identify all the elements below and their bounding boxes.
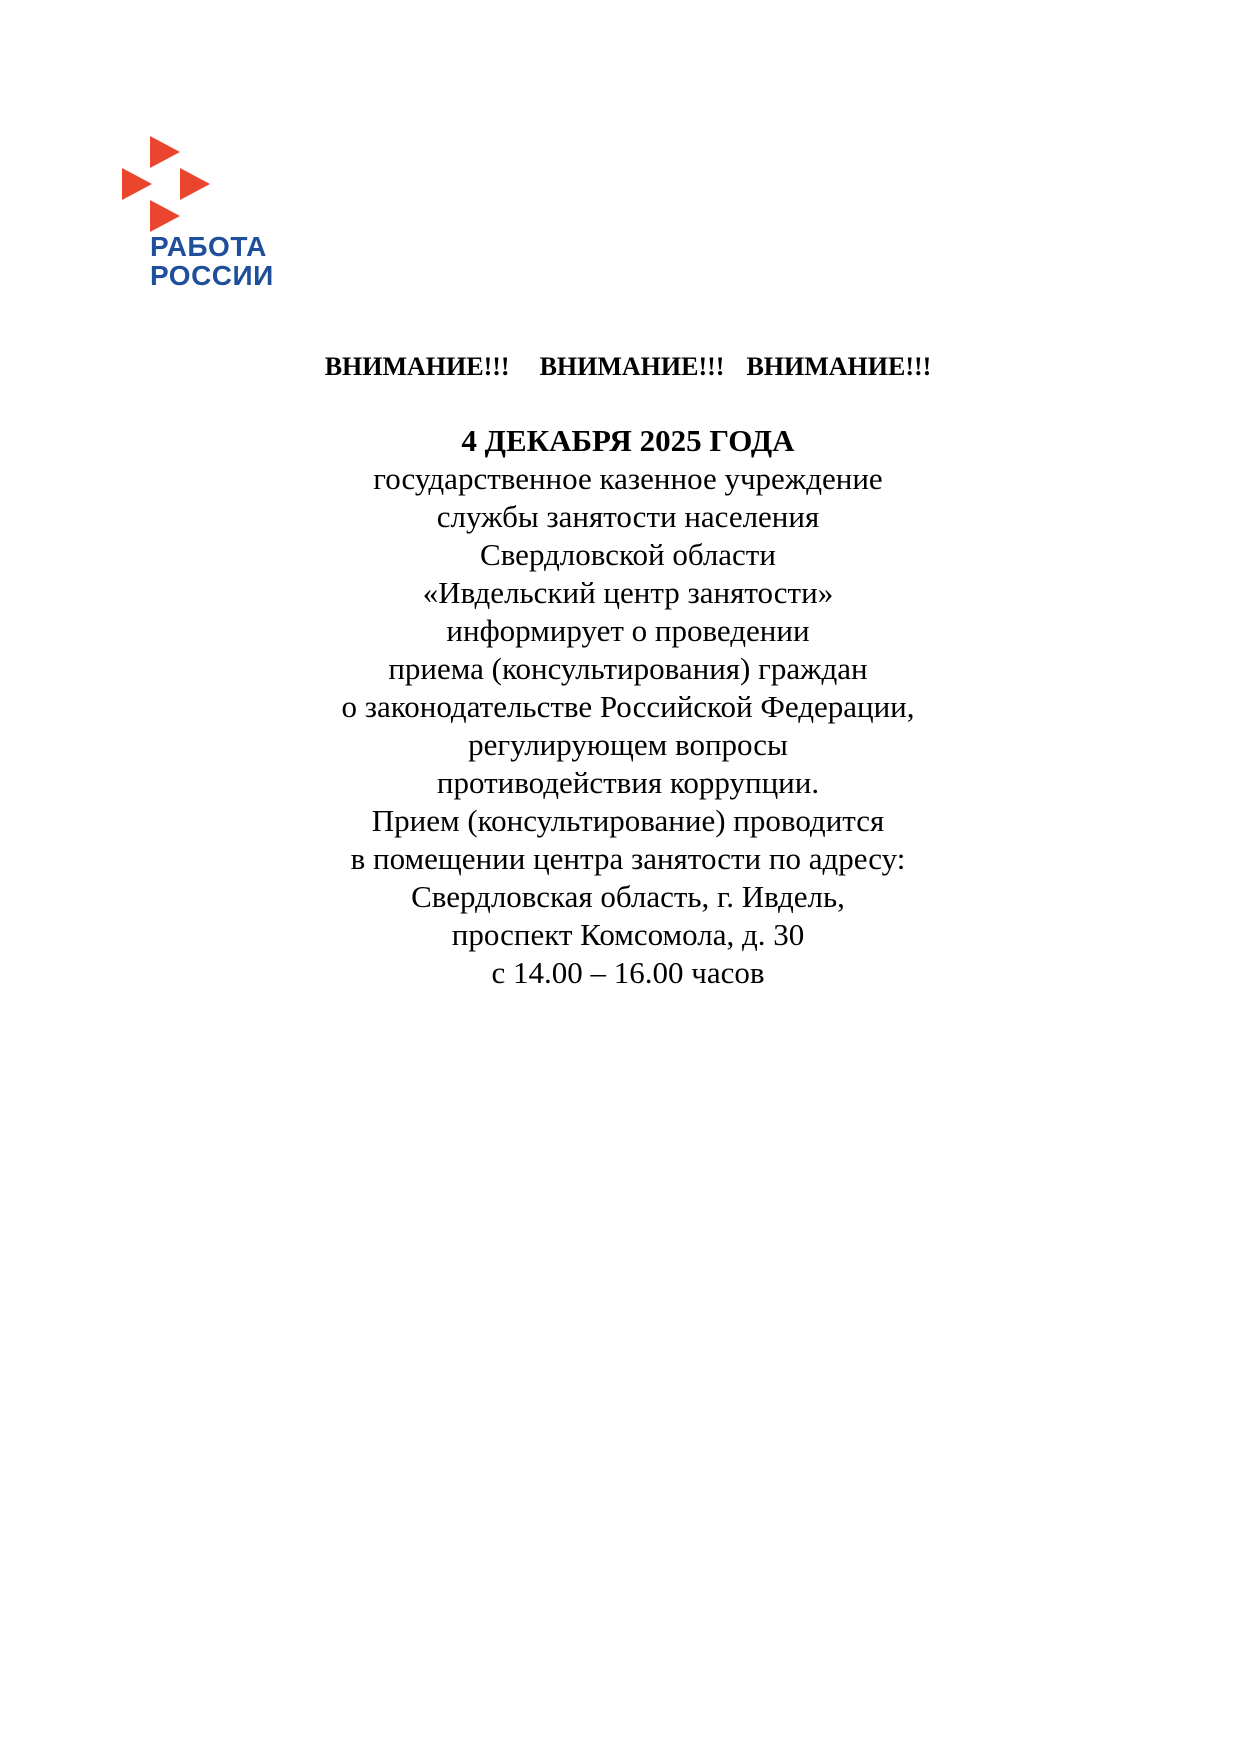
logo-text [150, 232, 274, 290]
announcement-line: службы занятости населения [436, 499, 820, 534]
announcement-line: Прием (консультирование) проводится [371, 803, 885, 838]
announcement-line: противодействия коррупции. [436, 765, 820, 800]
logo-text-line2: РОССИИ [150, 260, 274, 291]
attention-heading [0, 352, 1241, 382]
announcement-body [0, 422, 1241, 992]
announcement-line: Свердловской области [480, 537, 776, 572]
rabota-rossii-arrows-icon [118, 132, 218, 232]
announcement-line: Свердловская область, г. Ивдель, [411, 879, 845, 914]
announcement-line: регулирующем вопросы [468, 727, 788, 762]
announcement-line: о законодательстве Российской Федерации, [341, 689, 915, 724]
announcement-line: с 14.00 – 16.00 часов [491, 955, 765, 990]
announcement-line: проспект Комсомола, д. 30 [451, 917, 805, 952]
announcement-line: информирует о проведении [446, 613, 810, 648]
rabota-rossii-logo [118, 132, 278, 292]
announcement-line: приема (консультирования) граждан [388, 651, 868, 686]
announcement-line: «Ивдельский центр занятости» [422, 575, 834, 610]
announcement-date: 4 ДЕКАБРЯ 2025 ГОДА [461, 423, 795, 458]
attention-word-1: ВНИМАНИЕ!!! [324, 352, 510, 381]
logo-text-line1: РАБОТА [150, 231, 267, 262]
announcement-line: в помещении центра занятости по адресу: [350, 841, 906, 876]
attention-word-3: ВНИМАНИЕ!!! [746, 352, 932, 381]
announcement-line: государственное казенное учреждение [373, 461, 883, 496]
attention-word-2: ВНИМАНИЕ!!! [539, 352, 725, 381]
